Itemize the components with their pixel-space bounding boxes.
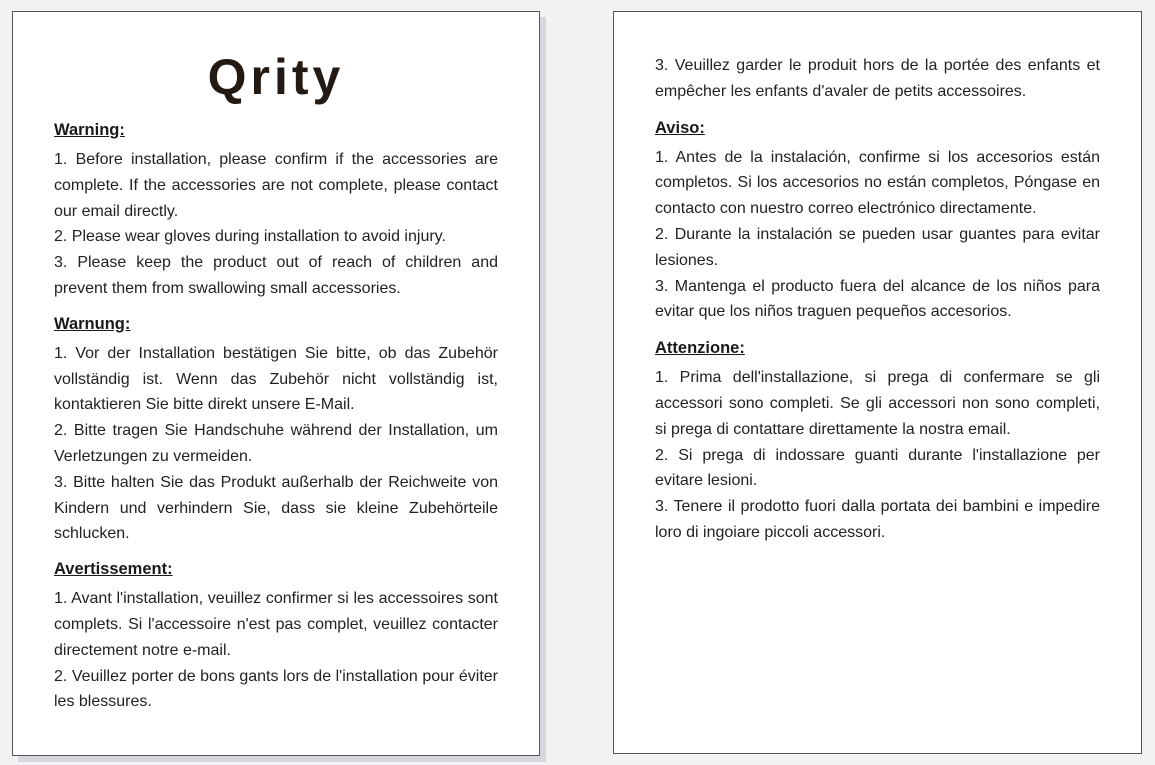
instruction-item: 2. Veuillez porter de bons gants lors de l'installation pour éviter les blessures. <box>54 667 498 711</box>
instruction-item: 1. Avant l'installation, veuillez confirmer si les accessoires sont complets. Si l'accessoire n'est pas complet, veuillez contacter directement notre e-mail. <box>54 590 498 659</box>
instruction-item: 1. Antes de la instalación, confirme si los accesorios están completos. Si los accesorios no están completos, Póngase en contacto con nuestro correo electrónico directamente. <box>655 148 1100 218</box>
instruction-item: 2. Bitte tragen Sie Handschuhe während der Installation, um Verletzungen zu vermeiden. <box>54 422 498 465</box>
section-heading: Warning: <box>54 121 125 139</box>
section-warning-it <box>655 337 1100 546</box>
section-heading: Attenzione: <box>655 339 745 358</box>
instruction-item: 2. Durante la instalación se pueden usar guantes para evitar lesiones. <box>655 225 1100 269</box>
section-warning-es <box>655 117 1100 326</box>
left-page <box>12 11 540 756</box>
section-continuation-fr <box>655 53 1100 105</box>
instruction-item: 2. Please wear gloves during installation to avoid injury. <box>54 228 446 246</box>
brand-logo: Qrity <box>207 49 345 105</box>
section-heading: Aviso: <box>655 118 705 137</box>
section-warning-en <box>54 119 498 302</box>
section-heading: Warnung: <box>54 314 131 333</box>
instruction-item: 3. Veuillez garder le produit hors de la portée des enfants et empêcher les enfants d'avaler de petits accessoires. <box>655 57 1100 100</box>
instruction-item: 1. Before installation, please confirm if the accessories are complete. If the accessories are not complete, please contact our email directly. <box>54 151 498 220</box>
instruction-item: 1. Vor der Installation bestätigen Sie bitte, ob das Zubehör vollständig ist. Wenn das Zubehör nicht vollständig ist, kontaktieren Sie bitte direkt unsere E-Mail. <box>54 344 498 414</box>
instruction-item: 3. Tenere il prodotto fuori dalla portata dei bambini e impedire loro di ingoiare piccoli accessori. <box>655 498 1100 541</box>
instruction-item: 3. Mantenga el producto fuera del alcance de los niños para evitar que los niños traguen pequeños accesorios. <box>655 277 1100 321</box>
section-warning-fr <box>54 558 498 715</box>
right-page <box>613 11 1142 754</box>
right-page-content <box>655 53 1100 558</box>
section-heading: Avertissement: <box>54 560 173 579</box>
left-page-content <box>54 12 498 726</box>
instruction-item: 1. Prima dell'installazione, si prega di confermare se gli accessori sono completi. Se gli accessori non sono completi, si prega di contattare direttamente la nostra email. <box>655 369 1100 438</box>
instruction-item: 3. Please keep the product out of reach of children and prevent them from swallowing small accessories. <box>54 254 498 297</box>
instruction-item: 3. Bitte halten Sie das Produkt außerhalb der Reichweite von Kindern und verhindern Sie, dass sie kleine Zubehörteile schlucken. <box>54 473 498 543</box>
section-warning-de <box>54 313 498 547</box>
instruction-item: 2. Si prega di indossare guanti durante l'installazione per evitare lesioni. <box>655 446 1100 490</box>
